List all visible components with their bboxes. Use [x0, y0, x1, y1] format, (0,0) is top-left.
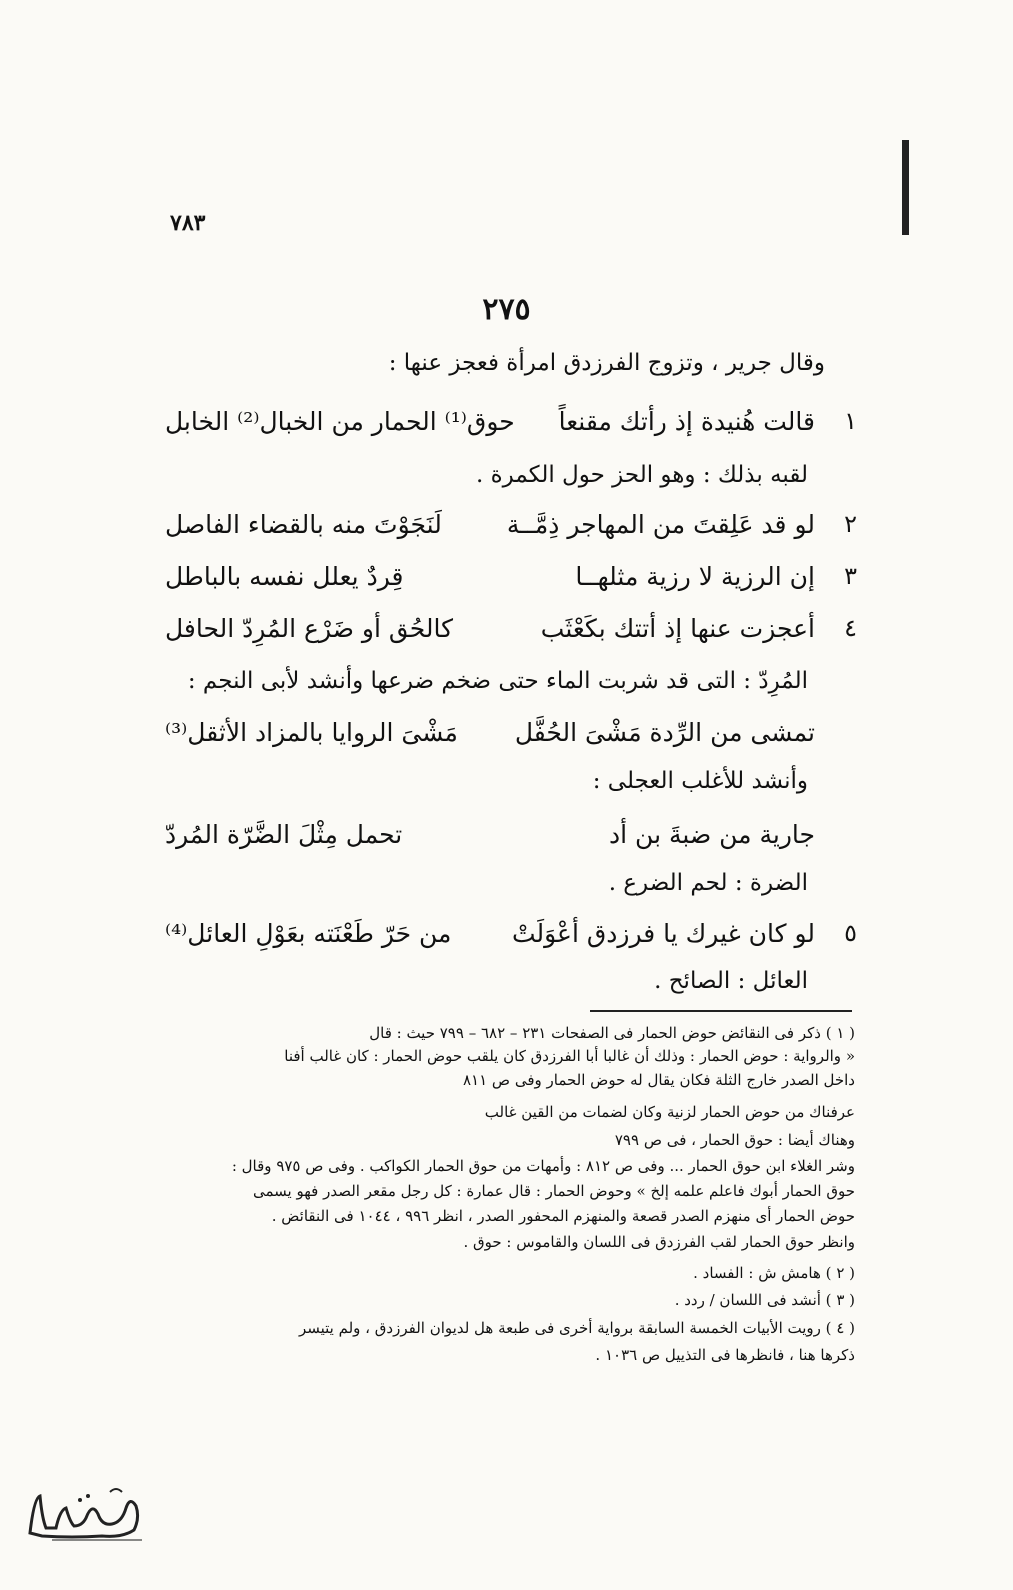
- quoted-first-hemistich: تمشى من الرِّدة مَشْىَ الحُفَّل: [514, 718, 815, 747]
- footnote-line: ( ٤ ) رويت الأبيات الخمسة السابقة برواية أخرى فى طبعة هل لديوان الفرزدق ، ولم يتيسر: [298, 1319, 855, 1337]
- footnote-line: ذكرها هنا ، فانظرها فى التذييل ص ١٠٣٦ .: [595, 1346, 855, 1364]
- library-logo: [22, 1478, 152, 1548]
- verse-first-hemistich: قالت هُنيدة إذ رأتك مقنعاً: [558, 407, 815, 436]
- logo-calligraphy-icon: [22, 1478, 152, 1548]
- gloss-line: الضرة : لحم الضرع .: [608, 870, 808, 896]
- verse-number: ٥: [844, 919, 857, 947]
- gloss-line: لقبه بذلك : وهو الحز حول الكمرة .: [475, 462, 808, 488]
- verse-first-hemistich: لو كان غيرك يا فرزدق أعْوَلَتْ: [511, 919, 815, 948]
- footnote-line: « والرواية : حوض الحمار : وذلك أن غالبا أبا الفرزدق كان يلقب حوض الحمار : كان غالب أفنا: [284, 1047, 855, 1065]
- verse-first-hemistich: أعجزت عنها إذ أتتك بكَعْثَب: [540, 614, 815, 643]
- verse-line: [165, 610, 857, 658]
- footnote-line: ( ٢ ) هامش ش : الفساد .: [693, 1264, 855, 1282]
- verse-second-hemistich: من حَرّ طَعْنَته بعَوْلِ العائل⁽⁴⁾: [165, 919, 452, 948]
- poem-intro: وقال جرير ، وتزوج الفرزدق امرأة فعجز عنها :: [388, 350, 825, 376]
- page-number: ٧٨٣: [170, 210, 206, 236]
- quoted-verse-line: [165, 714, 845, 762]
- verse-number: ٣: [844, 562, 857, 590]
- verse-second-hemistich: حوق⁽¹⁾ الحمار من الخبال⁽²⁾ الخابل: [165, 407, 515, 436]
- verse-line: [165, 915, 857, 963]
- quoted-first-hemistich: جارية من ضبةَ بن أد: [609, 820, 815, 849]
- footnote-line: وهناك أيضا : حوق الحمار ، فى ص ٧٩٩: [614, 1131, 855, 1149]
- verse-line: [165, 506, 857, 554]
- verse-line: [165, 558, 857, 606]
- quoted-second-hemistich: تحمل مِثْلَ الضَّرّة المُردّ: [165, 820, 403, 849]
- verse-first-hemistich: إن الرزية لا رزية مثلهــا: [575, 562, 815, 591]
- gloss-line: وأنشد للأغلب العجلى :: [592, 768, 808, 794]
- quoted-verse-line: [165, 816, 845, 864]
- verse-first-hemistich: لو قد عَلِقتَ من المهاجر ذِمَّــة: [506, 510, 815, 539]
- footnote-line: وشر الغلاء ابن حوق الحمار ... وفى ص ٨١٢ : وأمهات من حوق الحمار الكواكب . وفى ص ٩٧٥ وقال :: [231, 1157, 855, 1175]
- footnote-line: ( ١ ) ذكر فى النقائض حوض الحمار فى الصفحات ٢٣١ – ٦٨٢ – ٧٩٩ حيث : قال: [369, 1024, 855, 1042]
- verse-second-hemistich: قِردٌ يعلل نفسه بالباطل: [165, 562, 404, 591]
- margin-scan-mark: [902, 140, 909, 235]
- gloss-line: المُرِدّ : التى قد شربت الماء حتى ضخم ضرعها وأنشد لأبى النجم :: [187, 668, 808, 694]
- footnote-line: داخل الصدر خارج الثلة فكان يقال له حوض الحمار وفى ص ٨١١: [462, 1071, 855, 1089]
- verse-second-hemistich: كالحُق أو ضَرْع المُرِدّ الحافل: [165, 614, 454, 643]
- footnote-line: وانظر حوق الحمار لقب الفرزدق فى اللسان والقاموس : حوق .: [463, 1233, 855, 1251]
- verse-line: [165, 403, 857, 451]
- footnote-line: حوض الحمار أى منهزم الصدر قصعة والمنهزم المحفور الصدر ، انظر ٩٩٦ ، ١٠٤٤ فى النقائض .: [271, 1207, 855, 1225]
- verse-number: ١: [844, 407, 857, 435]
- quoted-second-hemistich: مَشْىَ الروايا بالمزاد الأثقل⁽³⁾: [165, 718, 458, 747]
- verse-second-hemistich: لَنَجَوْتَ منه بالقضاء الفاصل: [165, 510, 442, 539]
- verse-number: ٤: [844, 614, 857, 642]
- verse-number: ٢: [844, 510, 857, 538]
- footnote-line: عرفناك من حوض الحمار لزنية وكان لضمات من القين غالب: [484, 1103, 855, 1121]
- footnote-rule: [590, 1010, 852, 1012]
- poem-number: ٢٧٥: [482, 292, 531, 327]
- footnote-line: ( ٣ ) أنشد فى اللسان / ردد .: [674, 1291, 855, 1309]
- footnote-line: حوق الحمار أبوك فاعلم علمه إلخ » وحوض الحمار : قال عمارة : كل رجل مقعر الصدر فهو يسمى: [253, 1182, 855, 1200]
- gloss-line: العائل : الصائح .: [654, 968, 808, 994]
